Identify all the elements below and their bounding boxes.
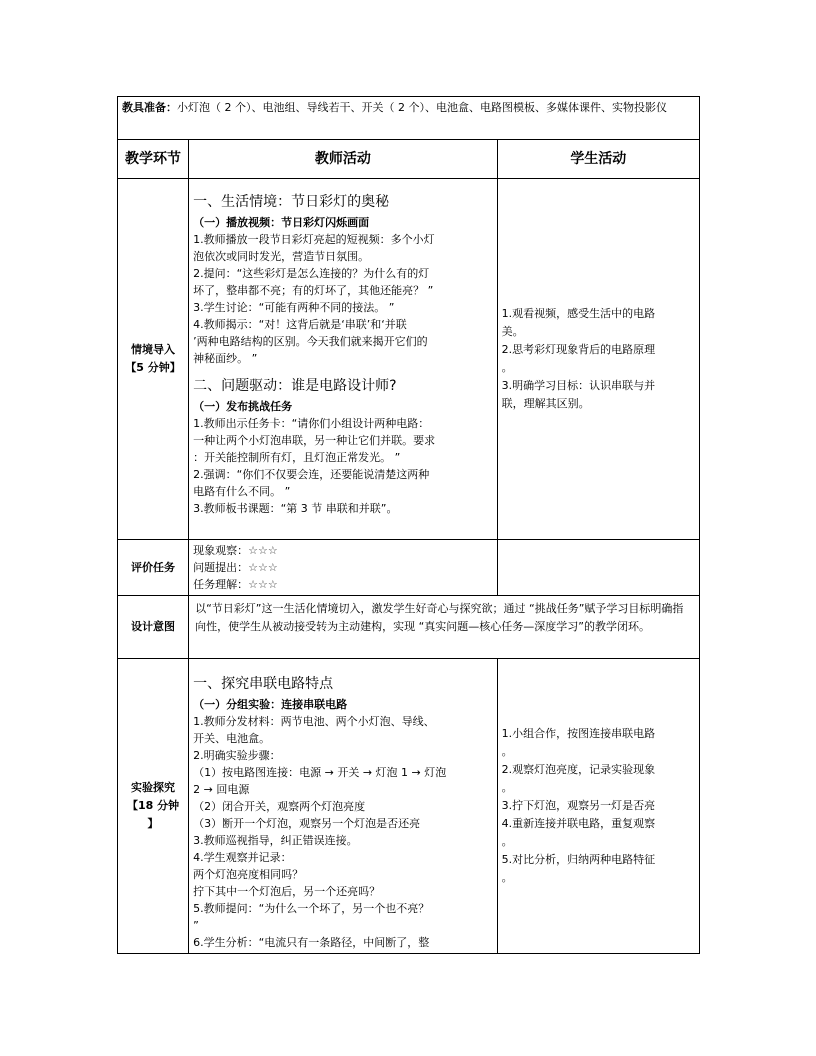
- student-line: 1.小组合作，按图连接串联电路: [501, 727, 656, 740]
- eval-item: [193, 576, 493, 593]
- text-line: 3.教师巡视指导，纠正错误连接。: [193, 834, 358, 847]
- eval-row: [118, 540, 700, 596]
- student-line: 。: [501, 835, 513, 848]
- text-line: 3.教师板书课题：“第 3 节 串联和并联”。: [193, 502, 398, 515]
- intro-section1-subtitle: （一）播放视频：节日彩灯闪烁画面: [193, 216, 370, 229]
- student-line: 3.明确学习目标：认识串联与并: [501, 379, 656, 392]
- eval-label: 评价任务: [118, 540, 189, 596]
- intro-stage-label: 情境导入: [131, 343, 176, 356]
- explore-section-title: 一、探究串联电路特点: [193, 676, 334, 692]
- eval-item-name: 任务理解：: [193, 578, 249, 591]
- student-line: 1.观看视频，感受生活中的电路: [501, 307, 656, 320]
- text-line: 1.教师播放一段节日彩灯亮起的短视频：多个小灯: [193, 233, 435, 246]
- prep-text: 小灯泡（ 2 个）、电池组、导线若干、开关（ 2 个）、电池盒、电路图模板、多媒体课件、实物投影仪: [177, 101, 667, 114]
- explore-stage-bracket: 】: [147, 817, 159, 830]
- text-line: （3）断开一个灯泡，观察另一个灯泡是否还亮: [193, 817, 421, 830]
- design-label: 设计意图: [118, 596, 189, 659]
- explore-row: [118, 659, 700, 954]
- intro-teacher-cell: [189, 179, 498, 540]
- star-rating-icon: ☆☆☆: [248, 544, 278, 557]
- intro-section2-subtitle: （一）发布挑战任务: [193, 400, 293, 413]
- text-line: 2.明确实验步骤：: [193, 749, 281, 762]
- student-line: 。: [501, 781, 513, 794]
- prep-label: 教具准备：: [122, 101, 177, 114]
- student-line: 美。: [501, 325, 524, 338]
- lesson-plan-table: [117, 96, 700, 954]
- text-line: 3.学生讨论：“可能有两种不同的接法。 ”: [193, 301, 395, 314]
- explore-student-cell: [497, 659, 699, 954]
- star-rating-icon: ☆☆☆: [248, 561, 278, 574]
- eval-item: [193, 559, 493, 576]
- intro-stage-cell: [118, 179, 189, 540]
- intro-student-cell: [497, 179, 699, 540]
- text-line: （1）按电路图连接：电源 → 开关 → 灯泡 1 → 灯泡: [193, 766, 447, 779]
- student-line: 3.拧下灯泡，观察另一灯是否亮: [501, 799, 656, 812]
- student-line: 。: [501, 361, 513, 374]
- student-line: 。: [501, 871, 513, 884]
- student-line: 2.观察灯泡亮度，记录实验现象: [501, 763, 656, 776]
- text-line: 拧下其中一个灯泡后，另一个还亮吗？: [193, 885, 381, 898]
- explore-stage-cell: [118, 659, 189, 954]
- student-line: 联，理解其区别。: [501, 397, 590, 410]
- text-line: 泡依次或同时发光，营造节日氛围。: [193, 250, 370, 263]
- text-line: ’两种电路结构的区别。今天我们就来揭开它们的: [193, 335, 428, 348]
- text-line: 1.教师分发材料：两节电池、两个小灯泡、导线、: [193, 715, 435, 728]
- text-line: 电路有什么不同。 ”: [193, 485, 291, 498]
- design-row: [118, 596, 700, 659]
- text-line: ”: [193, 919, 199, 932]
- text-line: （2）闭合开关，观察两个灯泡亮度: [193, 800, 366, 813]
- explore-stage-time: 【18 分钟: [126, 799, 180, 812]
- text-line: 6.学生分析：“电流只有一条路径，中间断了，整: [193, 936, 430, 949]
- student-line: 。: [501, 745, 513, 758]
- eval-item-name: 现象观察：: [193, 544, 249, 557]
- text-line: 坏了，整串都不亮；有的灯坏了，其他还能亮？ ”: [193, 284, 434, 297]
- text-line: 2.强调：“你们不仅要会连，还要能说清楚这两种: [193, 468, 430, 481]
- text-line: 开关、电池盒。: [193, 732, 271, 745]
- lesson-plan-page: [117, 96, 700, 954]
- text-line: 5.教师提问：“为什么一个坏了，另一个也不亮？: [193, 902, 430, 915]
- text-line: 2 → 回电源: [193, 783, 250, 796]
- text-line: 一种让两个小灯泡串联，另一种让它们并联。要求: [193, 434, 436, 447]
- star-rating-icon: ☆☆☆: [248, 578, 278, 591]
- text-line: 神秘面纱。 ”: [193, 352, 258, 365]
- explore-stage-label: 实验探究: [131, 781, 176, 794]
- student-line: 5.对比分析，归纳两种电路特征: [501, 853, 656, 866]
- text-line: 2.提问：“这些彩灯是怎么连接的？为什么有的灯: [193, 267, 430, 280]
- text-line: 两个灯泡亮度相同吗？: [193, 868, 304, 881]
- text-line: 4.教师揭示：“对！这背后就是‘串联’和‘并联: [193, 318, 407, 331]
- header-stage: 教学环节: [118, 140, 189, 179]
- design-text: 以“节日彩灯”这一生活化情境切入，激发学生好奇心与探究欲；通过 “挑战任务”赋予学习目标明确指向性，使学生从被动接受转为主动建构，实现 “真实问题—核心任务—深度学习”的教学闭环。: [189, 596, 700, 659]
- intro-section1-title: 一、生活情境：节日彩灯的奥秘: [193, 194, 390, 210]
- text-line: 4.学生观察并记录：: [193, 851, 292, 864]
- eval-item-name: 问题提出：: [193, 561, 249, 574]
- eval-content-cell: [189, 540, 498, 596]
- header-row: [118, 140, 700, 179]
- eval-empty-cell: [497, 540, 699, 596]
- text-line: ：开关能控制所有灯，且灯泡正常发光。 ”: [193, 451, 401, 464]
- student-line: 2.思考彩灯现象背后的电路原理: [501, 343, 656, 356]
- intro-row: [118, 179, 700, 540]
- explore-section-subtitle: （一）分组实验：连接串联电路: [193, 698, 348, 711]
- intro-section2-title: 二、问题驱动：谁是电路设计师?: [193, 378, 397, 394]
- explore-teacher-cell: [189, 659, 498, 954]
- student-line: 4.重新连接并联电路，重复观察: [501, 817, 656, 830]
- header-teacher: 教师活动: [189, 140, 498, 179]
- prep-row: [118, 97, 700, 140]
- text-line: 1.教师出示任务卡：“请你们小组设计两种电路：: [193, 417, 430, 430]
- header-student: 学生活动: [497, 140, 699, 179]
- eval-item: [193, 542, 493, 559]
- prep-cell: [118, 97, 700, 140]
- intro-stage-time: 【5 分钟】: [125, 361, 181, 374]
